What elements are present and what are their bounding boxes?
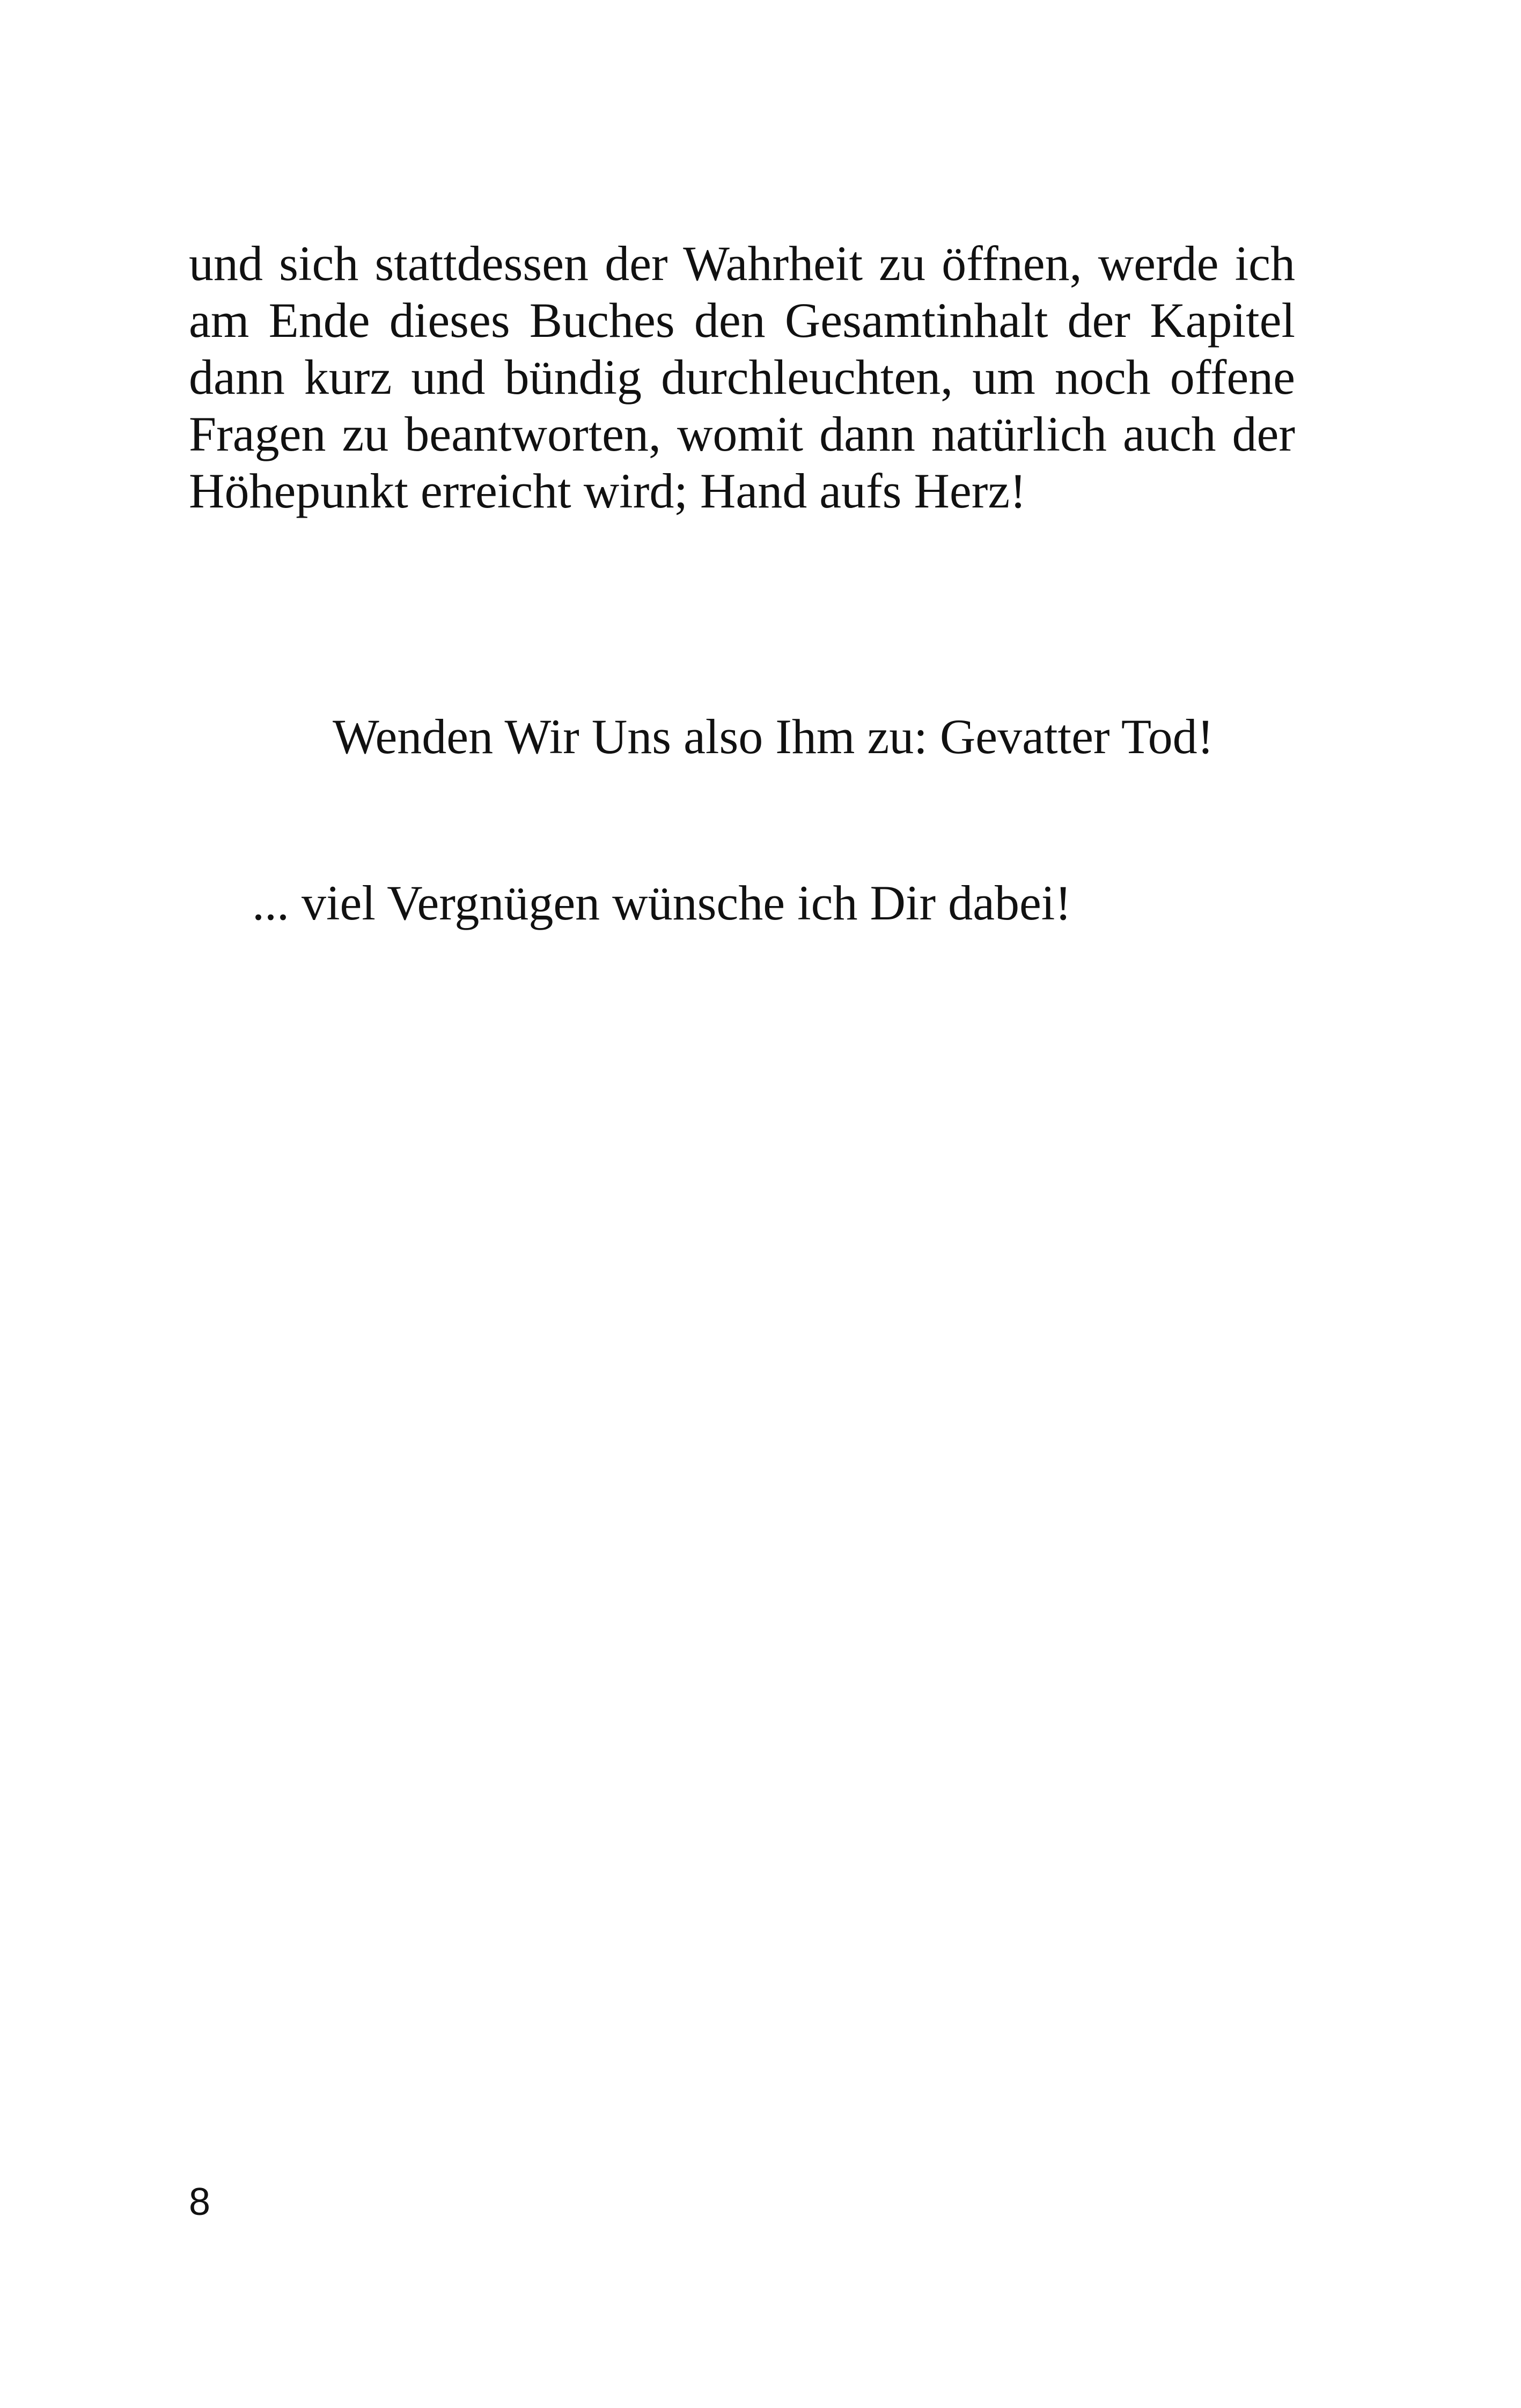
paragraph-line: Höhepunkt erreicht wird; Hand aufs Herz! <box>189 463 1026 518</box>
paragraph-line: dann kurz und bündig durchleuchten, um noch offene <box>189 350 1295 404</box>
closing-text: ... viel Vergnügen wünsche ich Dir dabei! <box>252 875 1071 930</box>
body-paragraph <box>189 235 1295 519</box>
paragraph-line: am Ende dieses Buches den Gesamtinhalt der Kapitel <box>189 293 1295 348</box>
paragraph-line: Fragen zu beantworten, womit dann natürlich auch der <box>189 407 1295 461</box>
callout-text: Wenden Wir Uns also Ihm zu: Gevatter Tod! <box>333 709 1214 764</box>
page-number: 8 <box>189 2181 211 2223</box>
paragraph-line: und sich stattdessen der Wahrheit zu öffnen, werde ich <box>189 236 1295 291</box>
